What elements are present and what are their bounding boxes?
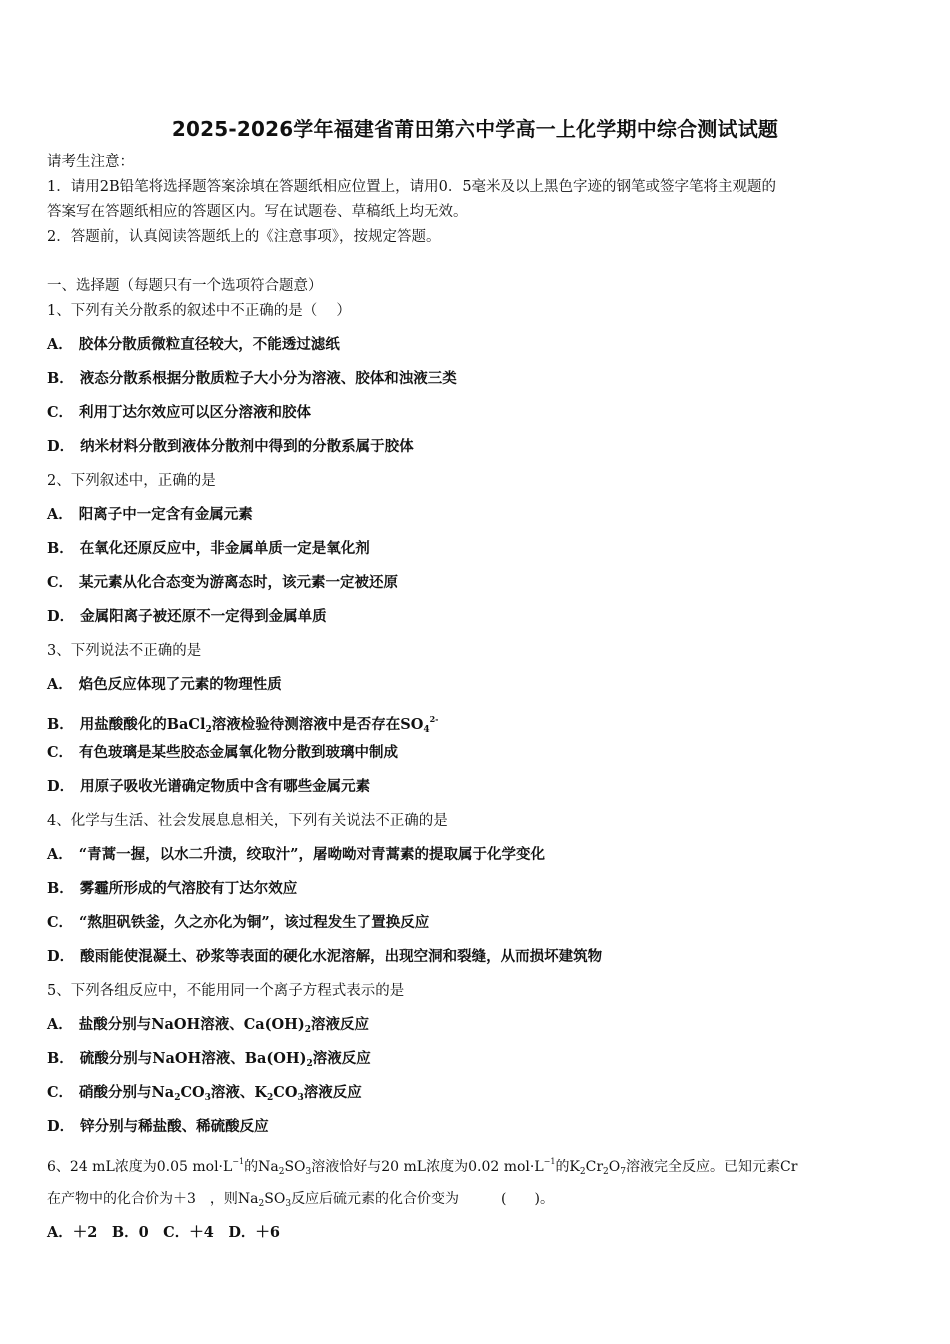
- subscript: 3: [204, 1093, 211, 1103]
- subscript: 7: [620, 1167, 626, 1177]
- formula-baoh2: Ba(OH): [244, 1050, 307, 1067]
- option-text: 金属阳离子被还原不一定得到金属单质: [80, 608, 327, 625]
- notice-heading: 请考生注意：: [47, 154, 134, 170]
- question-2-stem: 2、下列叙述中，正确的是: [47, 473, 216, 489]
- question-2-option-c: [47, 573, 398, 593]
- option-letter: D．: [47, 1118, 75, 1135]
- question-3-option-c: [47, 743, 398, 763]
- question-1-option-b: [47, 369, 457, 389]
- question-4-stem: 4、化学与生活、社会发展息息相关，下列有关说法不正确的是: [47, 813, 448, 829]
- option-letter: B．: [47, 716, 74, 733]
- option-text: 用盐酸酸化的: [79, 716, 167, 733]
- subscript: 3: [305, 1167, 312, 1177]
- question-5-option-a: [47, 1015, 369, 1040]
- superscript: −1: [543, 1157, 556, 1166]
- notice-item-1-line-1: 1．请用2B铅笔将选择题答案涂填在答题纸相应位置上，请用0．5毫米及以上黑色字迹的钢笔或签字笔将主观题的: [47, 179, 777, 195]
- option-letter: C．: [47, 914, 74, 931]
- option-text: 焰色反应体现了元素的物理性质: [78, 676, 282, 693]
- subscript: 2: [205, 725, 212, 735]
- option-letter: B．: [47, 370, 74, 387]
- option-text: 溶液、: [201, 1050, 245, 1067]
- question-1-stem: 1、下列有关分散系的叙述中不正确的是（ ）: [47, 303, 351, 319]
- option-text: 有色玻璃是某些胶态金属氧化物分散到玻璃中制成: [79, 744, 399, 761]
- option-text: 盐酸分别与: [78, 1016, 152, 1033]
- question-5-stem: 5、下列各组反应中，不能用同一个离子方程式表示的是: [47, 983, 405, 999]
- notice-item-1-line-2: 答案写在答题纸相应的答题区内。写在试题卷、草稿纸上均无效。: [47, 204, 468, 220]
- formula-caoh2: Ca(OH): [243, 1016, 305, 1033]
- subscript: 2: [258, 1199, 265, 1209]
- stem-text: Cr: [585, 1159, 604, 1175]
- option-letter: B．: [47, 540, 74, 557]
- section-heading: 一、选择题（每题只有一个选项符合题意）: [47, 278, 323, 294]
- option-text: 硫酸分别与: [79, 1050, 153, 1067]
- formula-naoh: NaOH: [152, 1050, 202, 1067]
- question-4-option-c: [47, 913, 429, 933]
- option-text: 溶液反应: [311, 1016, 370, 1033]
- option-letter: A．: [47, 846, 73, 863]
- exam-title: 2025-2026学年福建省莆田第六中学高一上化学期中综合测试试题: [171, 117, 779, 141]
- option-text: 阳离子中一定含有金属元素: [78, 506, 253, 523]
- stem-text: 的Na: [244, 1159, 279, 1175]
- question-1-option-a: [47, 335, 340, 355]
- option-text: 用原子吸收光谱确定物质中含有哪些金属元素: [80, 778, 371, 795]
- stem-text: 的K: [555, 1159, 580, 1175]
- question-6-options: A．＋2 B．0 C．＋4 D．＋6: [47, 1224, 280, 1241]
- option-letter: B．: [47, 880, 74, 897]
- option-text: 胶体分散质微粒直径较大，不能透过滤纸: [78, 336, 340, 353]
- question-4-option-d: [47, 947, 602, 967]
- formula-bacl2: BaCl: [166, 716, 206, 733]
- question-5-option-c: [47, 1083, 362, 1108]
- formula-na2co3: CO: [180, 1084, 205, 1101]
- option-text: 在氧化还原反应中，非金属单质一定是氧化剂: [79, 540, 370, 557]
- stem-text: 反应后硫元素的化合价变为 ( )。: [291, 1191, 554, 1207]
- option-letter: D．: [47, 608, 75, 625]
- subscript: 2: [267, 1093, 274, 1103]
- question-1-option-c: [47, 403, 311, 423]
- option-text: 溶液反应: [303, 1084, 362, 1101]
- option-letter: B．: [47, 1050, 74, 1067]
- option-text: 纳米材料分散到液体分散剂中得到的分散系属于胶体: [80, 438, 414, 455]
- question-2-option-d: [47, 607, 327, 627]
- subscript: 2: [306, 1059, 313, 1069]
- question-5-option-d: [47, 1117, 269, 1137]
- question-5-option-b: [47, 1049, 371, 1074]
- question-2-option-b: [47, 539, 370, 559]
- option-text: 某元素从化合态变为游离态时，该元素一定被还原: [79, 574, 399, 591]
- subscript: 2: [579, 1167, 586, 1177]
- subscript: 2: [278, 1167, 285, 1177]
- question-3-stem: 3、下列说法不正确的是: [47, 643, 202, 659]
- option-text: 酸雨能使混凝土、砂浆等表面的硬化水泥溶解，出现空洞和裂缝，从而损坏建筑物: [80, 948, 603, 965]
- formula-k2co3: K: [254, 1084, 268, 1101]
- option-letter: A．: [47, 506, 73, 523]
- stem-text: 溶液恰好与20 mL浓度为0.02 mol·L: [311, 1159, 544, 1175]
- question-6-stem-line-1: [47, 1152, 797, 1182]
- option-text: “青蒿一握，以水二升渍，绞取汁”，屠呦呦对青蒿素的提取属于化学变化: [78, 846, 545, 863]
- option-text: 锌分别与稀盐酸、稀硫酸反应: [80, 1118, 269, 1135]
- formula-naoh: NaOH: [151, 1016, 201, 1033]
- superscript: −1: [232, 1157, 245, 1166]
- formula-k2co3: CO: [273, 1084, 298, 1101]
- option-text: 雾霾所形成的气溶胶有丁达尔效应: [79, 880, 298, 897]
- option-text: 硝酸分别与: [79, 1084, 152, 1101]
- option-letter: C．: [47, 744, 74, 761]
- subscript: 3: [285, 1199, 292, 1209]
- option-letter: D．: [47, 778, 75, 795]
- question-1-option-d: [47, 437, 414, 457]
- option-letter: C．: [47, 574, 74, 591]
- option-letter: A．: [47, 336, 73, 353]
- question-3-option-b: [47, 709, 439, 740]
- stem-text: SO: [284, 1159, 306, 1175]
- question-4-option-a: [47, 845, 545, 865]
- question-3-option-d: [47, 777, 370, 797]
- option-text: 溶液检验待测溶液中是否存在: [211, 716, 401, 733]
- notice-item-2: 2．答题前，认真阅读答题纸上的《注意事项》，按规定答题。: [47, 229, 441, 245]
- option-text: 利用丁达尔效应可以区分溶液和胶体: [79, 404, 312, 421]
- option-letter: C．: [47, 404, 74, 421]
- option-text: 溶液反应: [312, 1050, 371, 1067]
- subscript: 3: [297, 1093, 304, 1103]
- stem-text: SO: [264, 1191, 286, 1207]
- subscript: 2: [603, 1167, 609, 1177]
- subscript: 4: [423, 725, 430, 735]
- option-letter: A．: [47, 676, 73, 693]
- stem-text: 在产物中的化合价为＋3 ，则Na: [47, 1191, 259, 1207]
- stem-text: 6、24 mL浓度为0.05 mol·L: [47, 1159, 233, 1175]
- option-letter: D．: [47, 438, 75, 455]
- option-text: 溶液、: [200, 1016, 244, 1033]
- stem-text: 溶液完全反应。已知元素Cr: [626, 1159, 798, 1175]
- option-letter: C．: [47, 1084, 74, 1101]
- option-letter: A．: [47, 1016, 73, 1033]
- question-4-option-b: [47, 879, 297, 899]
- option-text: 液态分散系根据分散质粒子大小分为溶液、胶体和浊液三类: [79, 370, 457, 387]
- formula-so4: SO: [400, 716, 424, 733]
- subscript: 2: [304, 1025, 312, 1035]
- stem-text: O: [608, 1159, 621, 1175]
- option-text: 溶液、: [210, 1084, 255, 1101]
- question-2-option-a: [47, 505, 253, 525]
- option-letter: D．: [47, 948, 75, 965]
- question-3-option-a: [47, 675, 282, 695]
- formula-na2co3: Na: [151, 1084, 175, 1101]
- superscript: 2-: [429, 714, 439, 724]
- subscript: 2: [174, 1093, 181, 1103]
- question-6-stem-line-2: [47, 1189, 554, 1214]
- option-text: “熬胆矾铁釜，久之亦化为铜”，该过程发生了置换反应: [79, 914, 430, 931]
